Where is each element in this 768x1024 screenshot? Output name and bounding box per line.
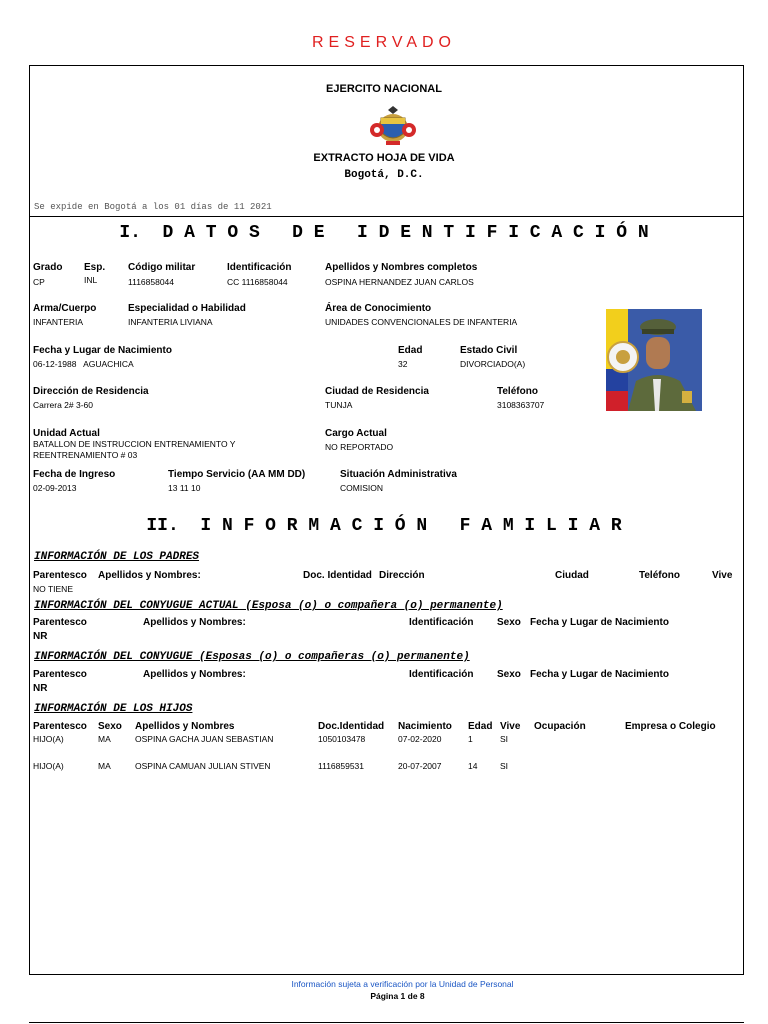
direccion-value: Carrera 2# 3-60 xyxy=(33,400,94,410)
hijos-header-ocupacion: Ocupación xyxy=(534,721,586,732)
conyuge-actual-header-sexo: Sexo xyxy=(497,617,521,628)
bottom-rule xyxy=(29,1022,744,1023)
ciudad-label: Ciudad de Residencia xyxy=(325,386,429,397)
hijos-heading: INFORMACIÓN DE LOS HIJOS xyxy=(34,703,193,715)
arma-value: INFANTERIA xyxy=(33,317,84,327)
hijo-doc: 1050103478 xyxy=(318,734,366,744)
cargo-label: Cargo Actual xyxy=(325,428,387,439)
esp-label: Esp. xyxy=(84,262,106,273)
unidad-value: BATALLON DE INSTRUCCION ENTRENAMIENTO Y REENTRENAMIENTO # 03 xyxy=(33,439,236,460)
identificacion-label: Identificación xyxy=(227,262,292,273)
hijos-header-nacimiento: Nacimiento xyxy=(398,721,452,732)
ciudad-value: TUNJA xyxy=(325,400,353,410)
hijo-doc: 1116859531 xyxy=(318,761,365,771)
edad-value: 32 xyxy=(398,359,408,369)
cargo-value: NO REPORTADO xyxy=(325,442,394,452)
direccion-label: Dirección de Residencia xyxy=(33,386,149,397)
issued-statement: Se expide en Bogotá a los 01 días de 11 2021 xyxy=(34,202,272,212)
organization-name: EJERCITO NACIONAL xyxy=(326,83,442,95)
arma-label: Arma/Cuerpo xyxy=(33,303,97,314)
issuing-city: Bogotá, D.C. xyxy=(344,169,424,181)
hijos-header-nombres: Apellidos y Nombres xyxy=(135,721,235,732)
area-value: UNIDADES CONVENCIONALES DE INFANTERIA xyxy=(325,317,518,327)
nombres-value: OSPINA HERNANDEZ JUAN CARLOS xyxy=(325,277,474,287)
coat-of-arms-icon xyxy=(368,104,418,148)
padres-header-doc: Doc. Identidad xyxy=(303,570,372,581)
hijo-nombres: OSPINA CAMUAN JULIAN STIVEN xyxy=(135,761,271,771)
padres-header-telefono: Teléfono xyxy=(639,570,680,581)
hijos-header-edad: Edad xyxy=(468,721,493,732)
hijo-sexo: MA xyxy=(98,734,111,744)
estado-civil-label: Estado Civil xyxy=(460,345,518,356)
soldier-portrait xyxy=(606,309,702,411)
hijos-header-parentesco: Parentesco xyxy=(33,721,87,732)
hijo-edad: 14 xyxy=(468,761,478,771)
unidad-label: Unidad Actual xyxy=(33,428,100,439)
ingreso-label: Fecha de Ingreso xyxy=(33,469,116,480)
padres-header-direccion: Dirección xyxy=(379,570,425,581)
esp-value: INL xyxy=(84,275,98,285)
conyuge-actual-header-nacimiento: Fecha y Lugar de Nacimiento xyxy=(530,617,669,628)
hijos-header-sexo: Sexo xyxy=(98,721,122,732)
tiempo-servicio-label: Tiempo Servicio (AA MM DD) xyxy=(168,469,306,480)
ingreso-value: 02-09-2013 xyxy=(33,483,77,493)
conyuges-header-identificacion: Identificación xyxy=(409,669,474,680)
grado-label: Grado xyxy=(33,262,63,273)
hijos-header-doc: Doc.Identidad xyxy=(318,721,385,732)
nacimiento-label: Fecha y Lugar de Nacimiento xyxy=(33,345,172,356)
hijo-parentesco: HIJO(A) xyxy=(33,734,64,744)
conyuges-header-parentesco: Parentesco xyxy=(33,669,87,680)
telefono-value: 3108363707 xyxy=(497,400,545,410)
divider xyxy=(29,216,744,217)
telefono-label: Teléfono xyxy=(497,386,538,397)
conyuge-actual-heading: INFORMACIÓN DEL CONYUGUE ACTUAL (Esposa (o) o compañera (o) permanente) xyxy=(34,600,503,612)
hijo-vive: SI xyxy=(500,734,509,744)
padres-header-nombres: Apellidos y Nombres: xyxy=(98,570,201,581)
estado-civil-value: DIVORCIADO(A) xyxy=(460,359,526,369)
padres-value: NO TIENE xyxy=(33,584,73,594)
hijo-nombres: OSPINA GACHA JUAN SEBASTIAN xyxy=(135,734,274,744)
especialidad-label: Especialidad o Habilidad xyxy=(128,303,246,314)
padres-header-vive: Vive xyxy=(712,570,733,581)
padres-heading: INFORMACIÓN DE LOS PADRES xyxy=(34,551,200,563)
hijo-edad: 1 xyxy=(468,734,473,744)
padres-header-parentesco: Parentesco xyxy=(33,570,87,581)
area-label: Área de Conocimiento xyxy=(325,303,432,314)
tiempo-servicio-value: 13 11 10 xyxy=(168,483,201,493)
hijo-vive: SI xyxy=(500,761,509,771)
classification-label: RESERVADO xyxy=(312,34,456,51)
conyuges-header-sexo: Sexo xyxy=(497,669,521,680)
conyuge-actual-value: NR xyxy=(33,631,48,642)
hijo-nacimiento: 20-07-2007 xyxy=(398,761,442,771)
nombres-label: Apellidos y Nombres completos xyxy=(325,262,478,273)
conyuges-header-nacimiento: Fecha y Lugar de Nacimiento xyxy=(530,669,669,680)
situacion-value: COMISION xyxy=(340,483,383,493)
grado-value: CP xyxy=(33,277,45,287)
conyuges-value: NR xyxy=(33,683,48,694)
section-identification-title: I. D A T O S D E I D E N T I F I C A C I Ó N xyxy=(119,223,649,243)
conyuge-actual-header-parentesco: Parentesco xyxy=(33,617,87,628)
hijos-header-empresa: Empresa o Colegio xyxy=(625,721,716,732)
codigo-value: 1116858044 xyxy=(128,277,175,287)
page-number: Página 1 de 8 xyxy=(370,991,425,1001)
situacion-label: Situación Administrativa xyxy=(340,469,457,480)
padres-header-ciudad: Ciudad xyxy=(555,570,589,581)
section-family-title: II. I N F O R M A C I Ó N F A M I L I A R xyxy=(146,516,622,536)
conyuges-heading: INFORMACIÓN DEL CONYUGUE (Esposas (o) o compañeras (o) permanente) xyxy=(34,651,470,663)
hijos-header-vive: Vive xyxy=(500,721,521,732)
especialidad-value: INFANTERIA LIVIANA xyxy=(128,317,213,327)
conyuges-header-nombres: Apellidos y Nombres: xyxy=(143,669,246,680)
edad-label: Edad xyxy=(398,345,423,356)
conyuge-actual-header-identificacion: Identificación xyxy=(409,617,474,628)
document-title: EXTRACTO HOJA DE VIDA xyxy=(313,152,455,164)
verification-note: Información sujeta a verificación por la Unidad de Personal xyxy=(291,979,514,989)
codigo-label: Código militar xyxy=(128,262,196,273)
hijo-parentesco: HIJO(A) xyxy=(33,761,64,771)
identificacion-value: CC 1116858044 xyxy=(227,277,288,287)
hijo-sexo: MA xyxy=(98,761,111,771)
conyuge-actual-header-nombres: Apellidos y Nombres: xyxy=(143,617,246,628)
nacimiento-value: 06-12-1988 AGUACHICA xyxy=(33,359,134,369)
hijo-nacimiento: 07-02-2020 xyxy=(398,734,442,744)
